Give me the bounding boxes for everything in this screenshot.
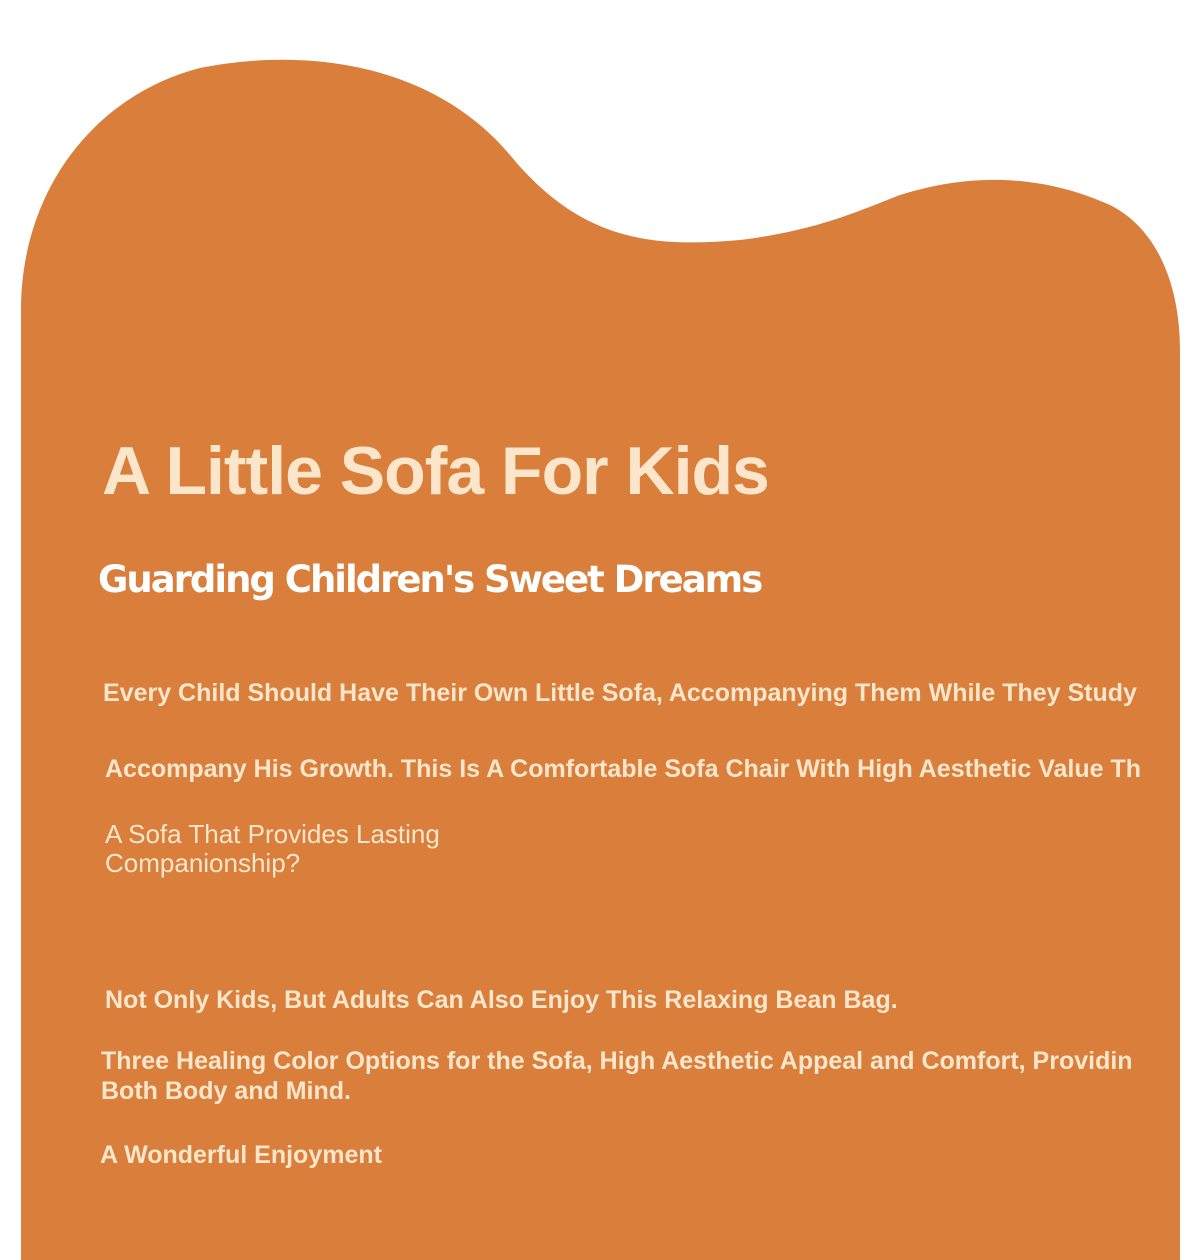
paragraph-study-companion: Every Child Should Have Their Own Little Sofa, Accompanying Them While They Study	[103, 679, 1137, 707]
page-subtitle: Guarding Children's Sweet Dreams	[98, 558, 762, 601]
page-title: A Little Sofa For Kids	[102, 433, 769, 509]
paragraph-adults-enjoy: Not Only Kids, But Adults Can Also Enjoy This Relaxing Bean Bag.	[105, 986, 898, 1014]
paragraph-wonderful-enjoyment: A Wonderful Enjoyment	[100, 1141, 382, 1169]
paragraph-color-options	[101, 1046, 1133, 1106]
paragraph-color-options-line2: Both Body and Mind.	[101, 1077, 351, 1105]
paragraph-color-options-line1: Three Healing Color Options for the Sofa, High Aesthetic Appeal and Comfort, Providin	[101, 1047, 1133, 1075]
paragraph-lasting-companionship: A Sofa That Provides Lasting Companionship?	[105, 819, 440, 878]
paragraph-growth: Accompany His Growth. This Is A Comfortable Sofa Chair With High Aesthetic Value Th	[105, 755, 1142, 783]
